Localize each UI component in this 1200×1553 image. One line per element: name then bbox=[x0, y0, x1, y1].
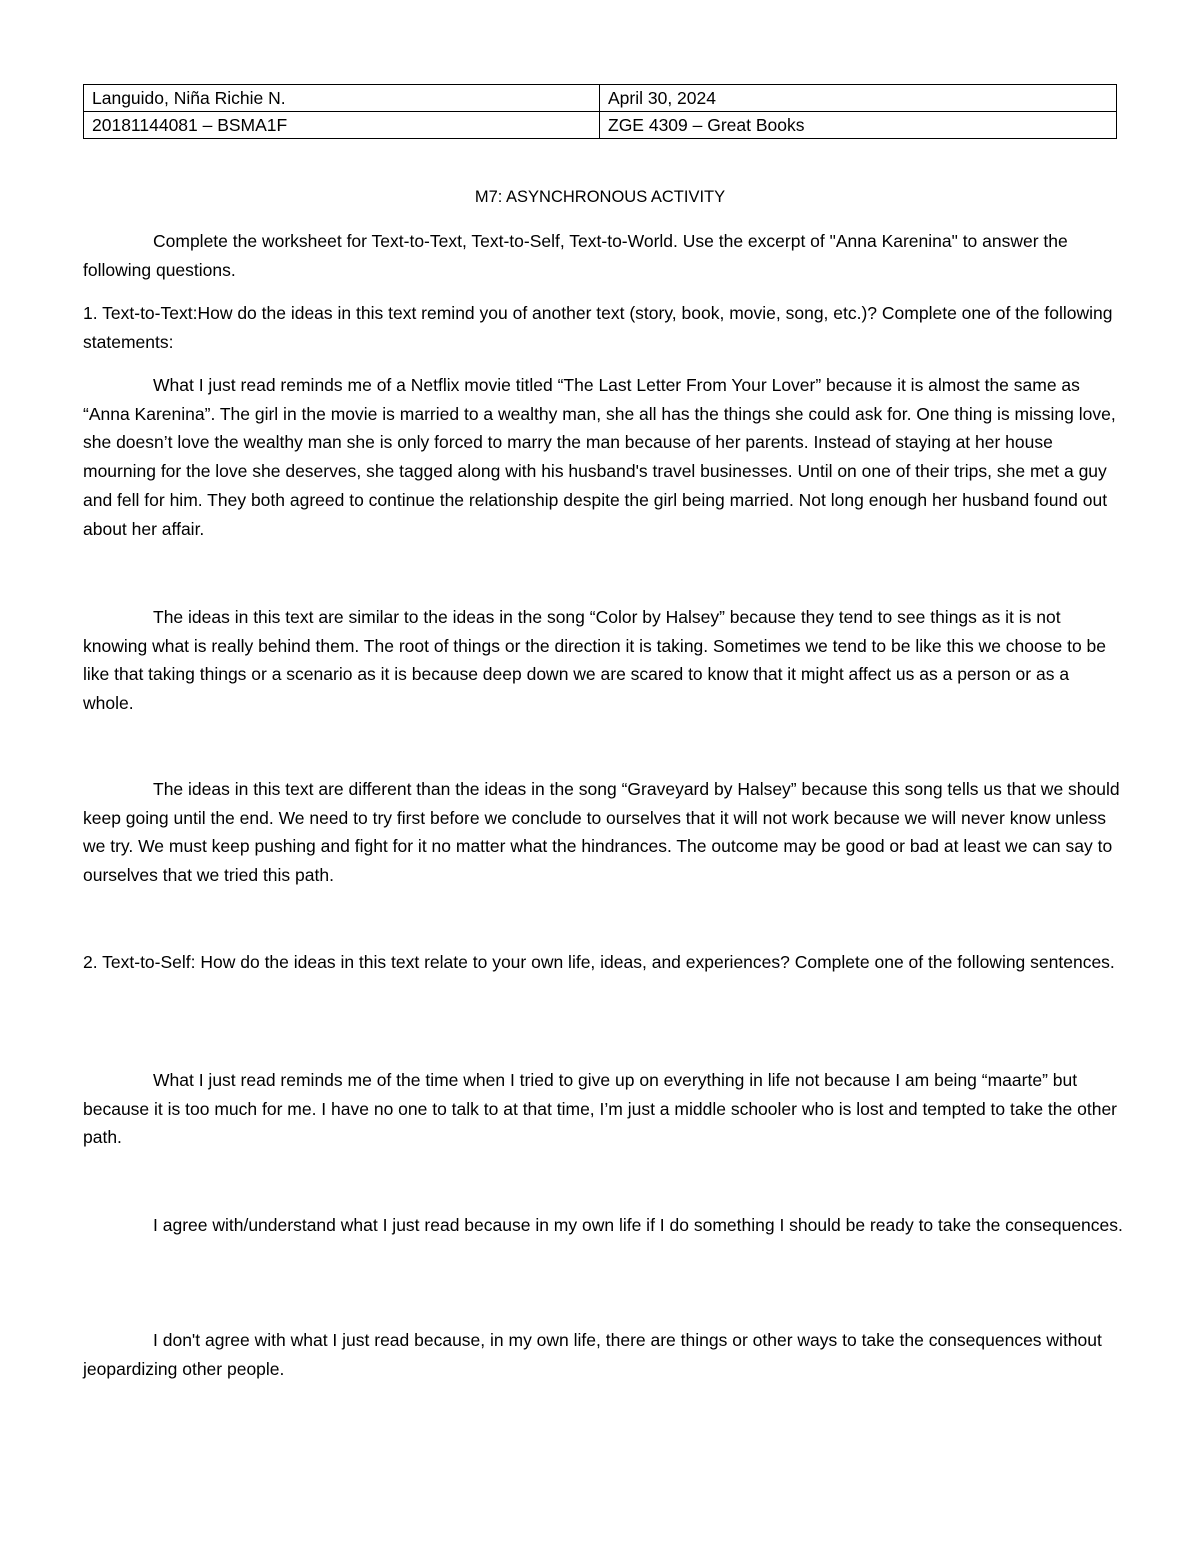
q2-answer-disagree: I don't agree with what I just read because, in my own life, there are things or other ways to take the consequences without jeopardizing other people. bbox=[83, 1330, 1102, 1379]
header-row bbox=[84, 112, 1117, 139]
submission-date: April 30, 2024 bbox=[600, 85, 1117, 112]
header-row bbox=[84, 85, 1117, 112]
q1-answer-movie: What I just read reminds me of a Netflix movie titled “The Last Letter From Your Lover” because it is almost the same as “Anna Karenina”. The girl in the movie is married to a wealthy man, she all has the things she could ask for. One thing is missing love, she doesn’t love the wealthy man she is only forced to marry the man because of her parents. Instead of staying at her house mourning for the love she deserves, she tagged along with his husband's travel businesses. Until on one of their trips, she met a guy and fell for him. They both agreed to continue the relationship despite the girl being married. Not long enough her husband found out about her affair. bbox=[83, 375, 1116, 539]
question-2: 2. Text-to-Self: How do the ideas in this text relate to your own life, ideas, and experiences? Complete one of the following sentences. bbox=[83, 952, 1115, 972]
q2-answer-agree: I agree with/understand what I just read because in my own life if I do something I should be ready to take the consequences. bbox=[153, 1215, 1123, 1235]
question-1: 1. Text-to-Text:How do the ideas in this text remind you of another text (story, book, movie, song, etc.)? Complete one of the following statements: bbox=[83, 303, 1113, 352]
q1-answer-different-song: The ideas in this text are different than the ideas in the song “Graveyard by Halsey” because this song tells us that we should keep going until the end. We need to try first before we conclude to ourselves that it will not work because we will never know unless we try. We must keep pushing and fight for it no matter what the hindrances. The outcome may be good or bad at least we can say to ourselves that we tried this path. bbox=[83, 779, 1120, 886]
document-title: M7: ASYNCHRONOUS ACTIVITY bbox=[474, 188, 726, 206]
student-id-section: 20181144081 – BSMA1F bbox=[84, 112, 600, 139]
q1-answer-similar-song: The ideas in this text are similar to the ideas in the song “Color by Halsey” because they tend to see things as it is not knowing what is really behind them. The root of things or the direction it is taking. Sometimes we tend to be like this we choose to be like that taking things or a scenario as it is because deep down we are scared to know that it might affect us as a person or as a whole. bbox=[83, 607, 1106, 714]
course-code-title: ZGE 4309 – Great Books bbox=[600, 112, 1117, 139]
student-name: Languido, Niña Richie N. bbox=[84, 85, 600, 112]
instructions-paragraph: Complete the worksheet for Text-to-Text, Text-to-Self, Text-to-World. Use the excerpt of "Anna Karenina" to answer the following questions. bbox=[83, 231, 1068, 280]
header-table bbox=[83, 84, 1117, 139]
q2-answer-reminds: What I just read reminds me of the time when I tried to give up on everything in life not because I am being “maarte” but because it is too much for me. I have no one to talk to at that time, I’m just a middle schooler who is lost and tempted to take the other path. bbox=[83, 1070, 1118, 1148]
